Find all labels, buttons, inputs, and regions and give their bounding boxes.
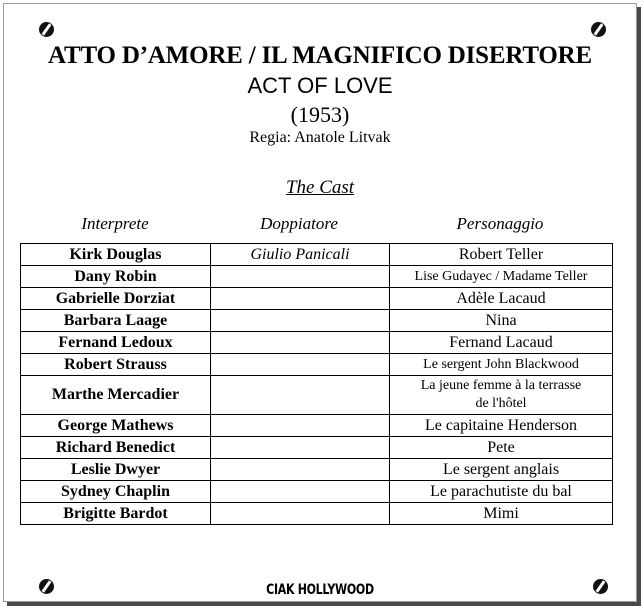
table-row bbox=[21, 310, 613, 332]
actor-cell: Sydney Chaplin bbox=[21, 481, 211, 503]
table-row bbox=[21, 437, 613, 459]
column-header-interprete: Interprete bbox=[81, 214, 149, 233]
screw-icon bbox=[591, 22, 606, 37]
actor-cell: Robert Strauss bbox=[21, 354, 211, 376]
ciak-hollywood-logo: CIAK HOLLYWOOD bbox=[266, 581, 374, 598]
actor-cell: Brigitte Bardot bbox=[21, 503, 211, 525]
character-cell bbox=[390, 376, 613, 415]
character-cell bbox=[390, 310, 613, 332]
character-cell bbox=[390, 266, 613, 288]
actor-cell: Marthe Mercadier bbox=[21, 376, 211, 415]
table-row bbox=[21, 244, 613, 266]
table-row bbox=[21, 354, 613, 376]
character-name: La jeune femme à la terrasse bbox=[420, 378, 582, 393]
actor-cell: Gabrielle Dorziat bbox=[21, 288, 211, 310]
character-name-line2: de l'hôtel bbox=[475, 396, 527, 411]
section-title: The Cast bbox=[285, 177, 355, 198]
actor-cell: Richard Benedict bbox=[21, 437, 211, 459]
actor-cell: Fernand Ledoux bbox=[21, 332, 211, 354]
cast-card bbox=[3, 3, 637, 602]
character-name: Lise Gudayec / Madame Teller bbox=[414, 268, 588, 284]
character-name: Robert Teller bbox=[458, 245, 544, 263]
character-cell bbox=[390, 415, 613, 437]
character-cell bbox=[390, 503, 613, 525]
table-row bbox=[21, 481, 613, 503]
voice-actor-cell bbox=[211, 354, 390, 376]
character-name: Nina bbox=[485, 311, 517, 329]
table-row bbox=[21, 288, 613, 310]
voice-actor-cell bbox=[211, 415, 390, 437]
voice-actor-cell bbox=[211, 376, 390, 415]
release-year: (1953) bbox=[290, 102, 350, 127]
column-header-personaggio: Personaggio bbox=[456, 214, 544, 233]
voice-actor-cell bbox=[211, 332, 390, 354]
character-cell bbox=[390, 288, 613, 310]
actor-cell: Dany Robin bbox=[21, 266, 211, 288]
page-title: ATTO D’AMORE / IL MAGNIFICO DISERTORE bbox=[48, 42, 592, 69]
table-row bbox=[21, 332, 613, 354]
actor-cell: George Mathews bbox=[21, 415, 211, 437]
voice-actor-cell bbox=[211, 459, 390, 481]
table-row bbox=[21, 266, 613, 288]
character-name: Mimi bbox=[483, 504, 519, 522]
character-cell bbox=[390, 437, 613, 459]
character-name: Fernand Lacaud bbox=[449, 333, 553, 351]
cast-table bbox=[20, 243, 613, 525]
character-cell bbox=[390, 354, 613, 376]
character-name: Le sergent John Blackwood bbox=[423, 356, 579, 372]
voice-actor-cell bbox=[211, 310, 390, 332]
screw-icon bbox=[39, 22, 54, 37]
director-credit: Regia: Anatole Litvak bbox=[249, 129, 391, 146]
table-row bbox=[21, 376, 613, 415]
actor-cell: Kirk Douglas bbox=[21, 244, 211, 266]
character-name: Le capitaine Henderson bbox=[425, 416, 577, 434]
character-name: Adèle Lacaud bbox=[456, 289, 546, 307]
table-row bbox=[21, 503, 613, 525]
voice-actor-cell bbox=[211, 481, 390, 503]
character-cell bbox=[390, 244, 613, 266]
character-name: Pete bbox=[487, 438, 515, 456]
character-cell bbox=[390, 481, 613, 503]
english-title: ACT OF LOVE bbox=[247, 73, 393, 98]
voice-actor-cell: Giulio Panicali bbox=[211, 244, 390, 266]
actor-cell: Barbara Laage bbox=[21, 310, 211, 332]
voice-actor-cell bbox=[211, 288, 390, 310]
character-name: Le sergent anglais bbox=[442, 460, 560, 478]
actor-cell: Leslie Dwyer bbox=[21, 459, 211, 481]
character-name: Le parachutiste du bal bbox=[430, 482, 572, 500]
voice-actor-cell bbox=[211, 503, 390, 525]
character-cell bbox=[390, 332, 613, 354]
voice-actor-cell bbox=[211, 437, 390, 459]
table-row bbox=[21, 459, 613, 481]
column-header-doppiatore: Doppiatore bbox=[260, 214, 338, 233]
table-row bbox=[21, 415, 613, 437]
character-cell bbox=[390, 459, 613, 481]
voice-actor-cell bbox=[211, 266, 390, 288]
